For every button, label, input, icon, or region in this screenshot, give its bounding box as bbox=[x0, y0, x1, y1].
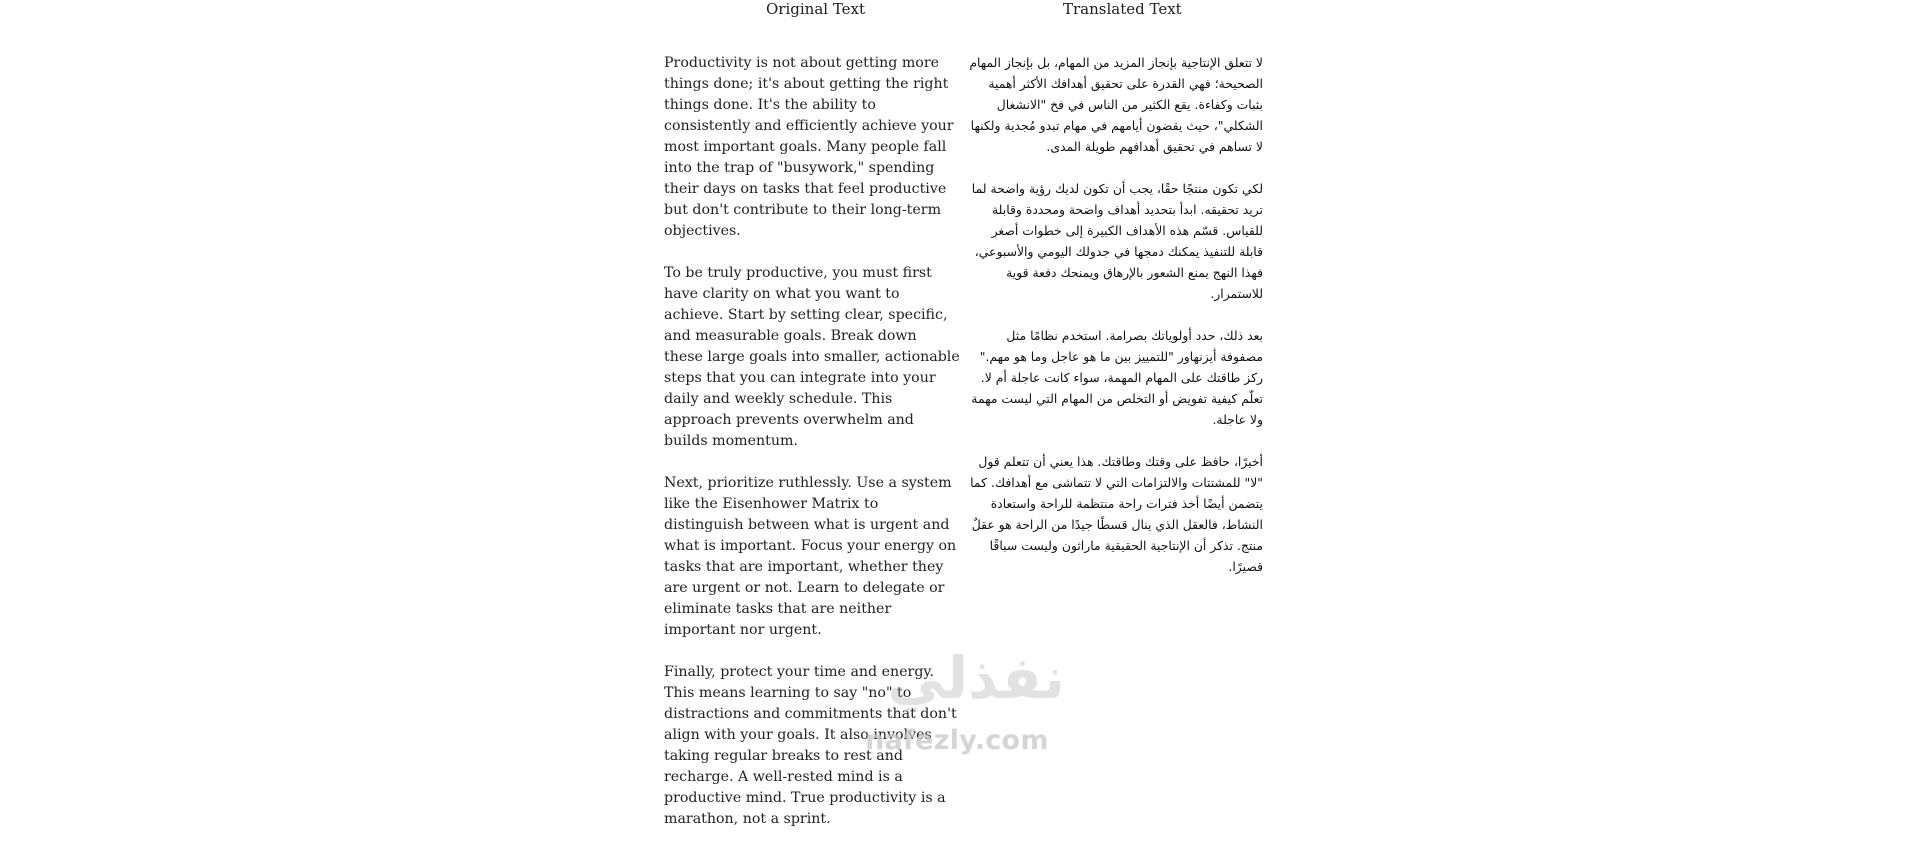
original-paragraph: To be truly productive, you must first have clarity on what you want to achieve. Start by setting clear, specific, and measurable goals. Break down these large goals into smaller, actionable steps that you can integrate into your daily and weekly schedule. This approach prevents overwhelm and builds momentum. bbox=[664, 265, 960, 449]
original-text-column bbox=[664, 53, 960, 851]
translated-text-heading: Translated Text bbox=[1063, 0, 1182, 18]
watermark-url: nafezly.com bbox=[865, 725, 1049, 756]
translated-paragraph: لكي تكون منتجًا حقًا، يجب أن تكون لديك رؤية واضحة لما تريد تحقيقه. ابدأ بتحديد أهداف واضحة ومحددة وقابلة للقياس. قسّم هذه الأهداف الكبيرة إلى خطوات أصغر قابلة للتنفيذ يمكنك دمجها في جدولك اليومي والأسبوعي، فهذا النهج يمنع الشعور بالإرهاق ويمنحك دفعة قوية للاستمرار. bbox=[971, 181, 1263, 301]
translated-paragraph: بعد ذلك، حدد أولوياتك بصرامة. استخدم نظامًا مثل مصفوفة أيزنهاور "للتمييز بين ما هو عاجل وما هو مهم." ركز طاقتك على المهام المهمة، سواء كانت عاجلة أم لا. تعلّم كيفية تفويض أو التخلص من المهام التي ليست مهمة ولا عاجلة. bbox=[971, 328, 1263, 427]
watermark-logo-text: نفذلي bbox=[887, 644, 1065, 712]
translated-paragraph: لا تتعلق الإنتاجية بإنجاز المزيد من المهام، بل بإنجاز المهام الصحيحة؛ فهي القدرة على تحقيق أهدافك الأكثر أهمية بثبات وكفاءة. يقع الكثير من الناس في فخ "الانشغال الشكلي"، حيث يقضون أيامهم في مهام تبدو مُجدية ولكنها لا تساهم في تحقيق أهدافهم طويلة المدى. bbox=[969, 55, 1263, 154]
original-text-heading: Original Text bbox=[766, 0, 866, 18]
original-paragraph: Next, prioritize ruthlessly. Use a system like the Eisenhower Matrix to distinguish between what is urgent and what is important. Focus your energy on tasks that are important, whether they are urgent or not. Learn to delegate or eliminate tasks that are neither important nor urgent. bbox=[664, 475, 957, 638]
original-paragraph: Productivity is not about getting more things done; it's about getting the right things done. It's the ability to consistently and efficiently achieve your most important goals. Many people fall into the trap of "busywork," spending their days on tasks that feel productive but don't contribute to their long-term objectives. bbox=[664, 55, 954, 239]
original-paragraph: Finally, protect your time and energy. This means learning to say "no" to distractions and commitments that don't align with your goals. It also involves taking regular breaks to rest and recharge. A well-rested mind is a productive mind. True productivity is a marathon, not a sprint. bbox=[664, 664, 957, 827]
translated-paragraph: أخيرًا، حافظ على وقتك وطاقتك. هذا يعني أن تتعلم قول "لا" للمشتتات والالتزامات التي لا تتماشى مع أهدافك. كما يتضمن أيضًا أخذ فترات راحة منتظمة للراحة واستعادة النشاط، فالعقل الذي ينال قسطًا جيدًا من الراحة هو عقلٌ منتج. تذكر أن الإنتاجية الحقيقية ماراثون وليست سباقًا قصيرًا. bbox=[970, 454, 1263, 574]
translated-text-column bbox=[969, 52, 1263, 598]
